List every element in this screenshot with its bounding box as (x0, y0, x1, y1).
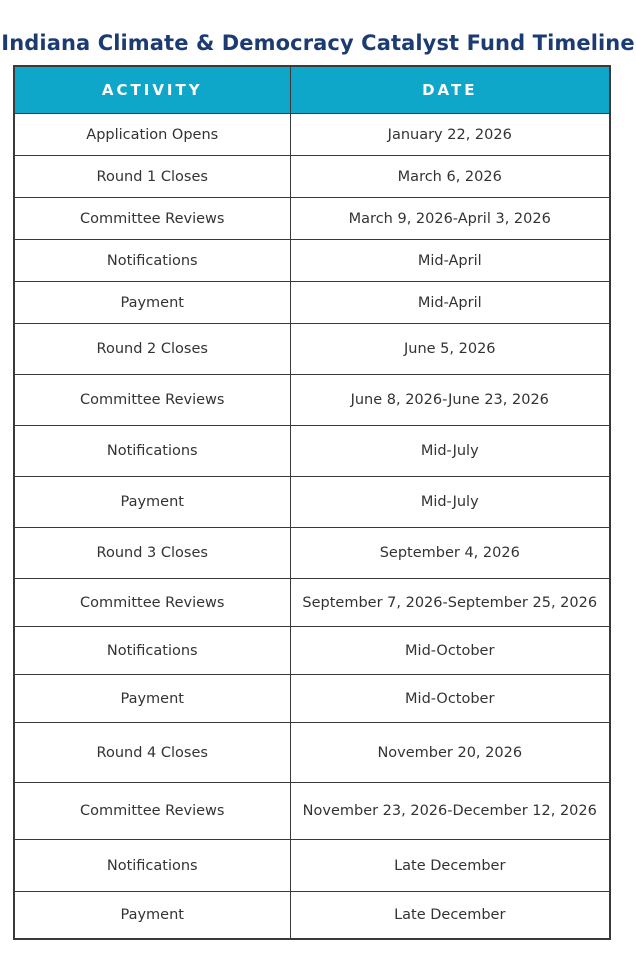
date-cell: Late December (290, 892, 610, 939)
activity-cell: Round 4 Closes (14, 723, 290, 783)
date-cell: November 20, 2026 (290, 723, 610, 783)
activity-cell: Round 2 Closes (14, 324, 290, 375)
date-cell: Mid-July (290, 477, 610, 528)
activity-cell: Payment (14, 892, 290, 939)
timeline-table-body (14, 114, 610, 939)
activity-cell: Committee Reviews (14, 375, 290, 426)
date-cell: Mid-October (290, 627, 610, 675)
table-row (14, 240, 610, 282)
activity-cell: Committee Reviews (14, 198, 290, 240)
date-cell: Mid-July (290, 426, 610, 477)
column-header-date: DATE (290, 66, 610, 114)
date-cell: January 22, 2026 (290, 114, 610, 156)
table-header-row (14, 66, 610, 114)
column-header-activity: ACTIVITY (14, 66, 290, 114)
table-row (14, 627, 610, 675)
activity-cell: Payment (14, 282, 290, 324)
activity-cell: Application Opens (14, 114, 290, 156)
table-row (14, 375, 610, 426)
table-row (14, 579, 610, 627)
activity-cell: Notifications (14, 627, 290, 675)
table-row (14, 892, 610, 939)
activity-cell: Round 1 Closes (14, 156, 290, 198)
table-row (14, 675, 610, 723)
activity-cell: Notifications (14, 426, 290, 477)
activity-cell: Payment (14, 477, 290, 528)
timeline-table (13, 65, 611, 940)
date-cell: June 5, 2026 (290, 324, 610, 375)
table-row (14, 723, 610, 783)
date-cell: Mid-April (290, 282, 610, 324)
activity-cell: Committee Reviews (14, 579, 290, 627)
date-cell: March 6, 2026 (290, 156, 610, 198)
table-row (14, 114, 610, 156)
activity-cell: Committee Reviews (14, 783, 290, 840)
table-row (14, 783, 610, 840)
date-cell: November 23, 2026-December 12, 2026 (290, 783, 610, 840)
activity-cell: Payment (14, 675, 290, 723)
table-row (14, 282, 610, 324)
timeline-table-header (14, 66, 610, 114)
table-row (14, 840, 610, 892)
activity-cell: Round 3 Closes (14, 528, 290, 579)
activity-cell: Notifications (14, 240, 290, 282)
table-row (14, 156, 610, 198)
table-row (14, 477, 610, 528)
table-row (14, 426, 610, 477)
date-cell: June 8, 2026-June 23, 2026 (290, 375, 610, 426)
date-cell: March 9, 2026-April 3, 2026 (290, 198, 610, 240)
date-cell: Mid-October (290, 675, 610, 723)
date-cell: Mid-April (290, 240, 610, 282)
date-cell: September 4, 2026 (290, 528, 610, 579)
activity-cell: Notifications (14, 840, 290, 892)
page-title: Indiana Climate & Democracy Catalyst Fund Timeline (1, 31, 635, 55)
date-cell: Late December (290, 840, 610, 892)
table-row (14, 324, 610, 375)
date-cell: September 7, 2026-September 25, 2026 (290, 579, 610, 627)
table-row (14, 528, 610, 579)
table-row (14, 198, 610, 240)
